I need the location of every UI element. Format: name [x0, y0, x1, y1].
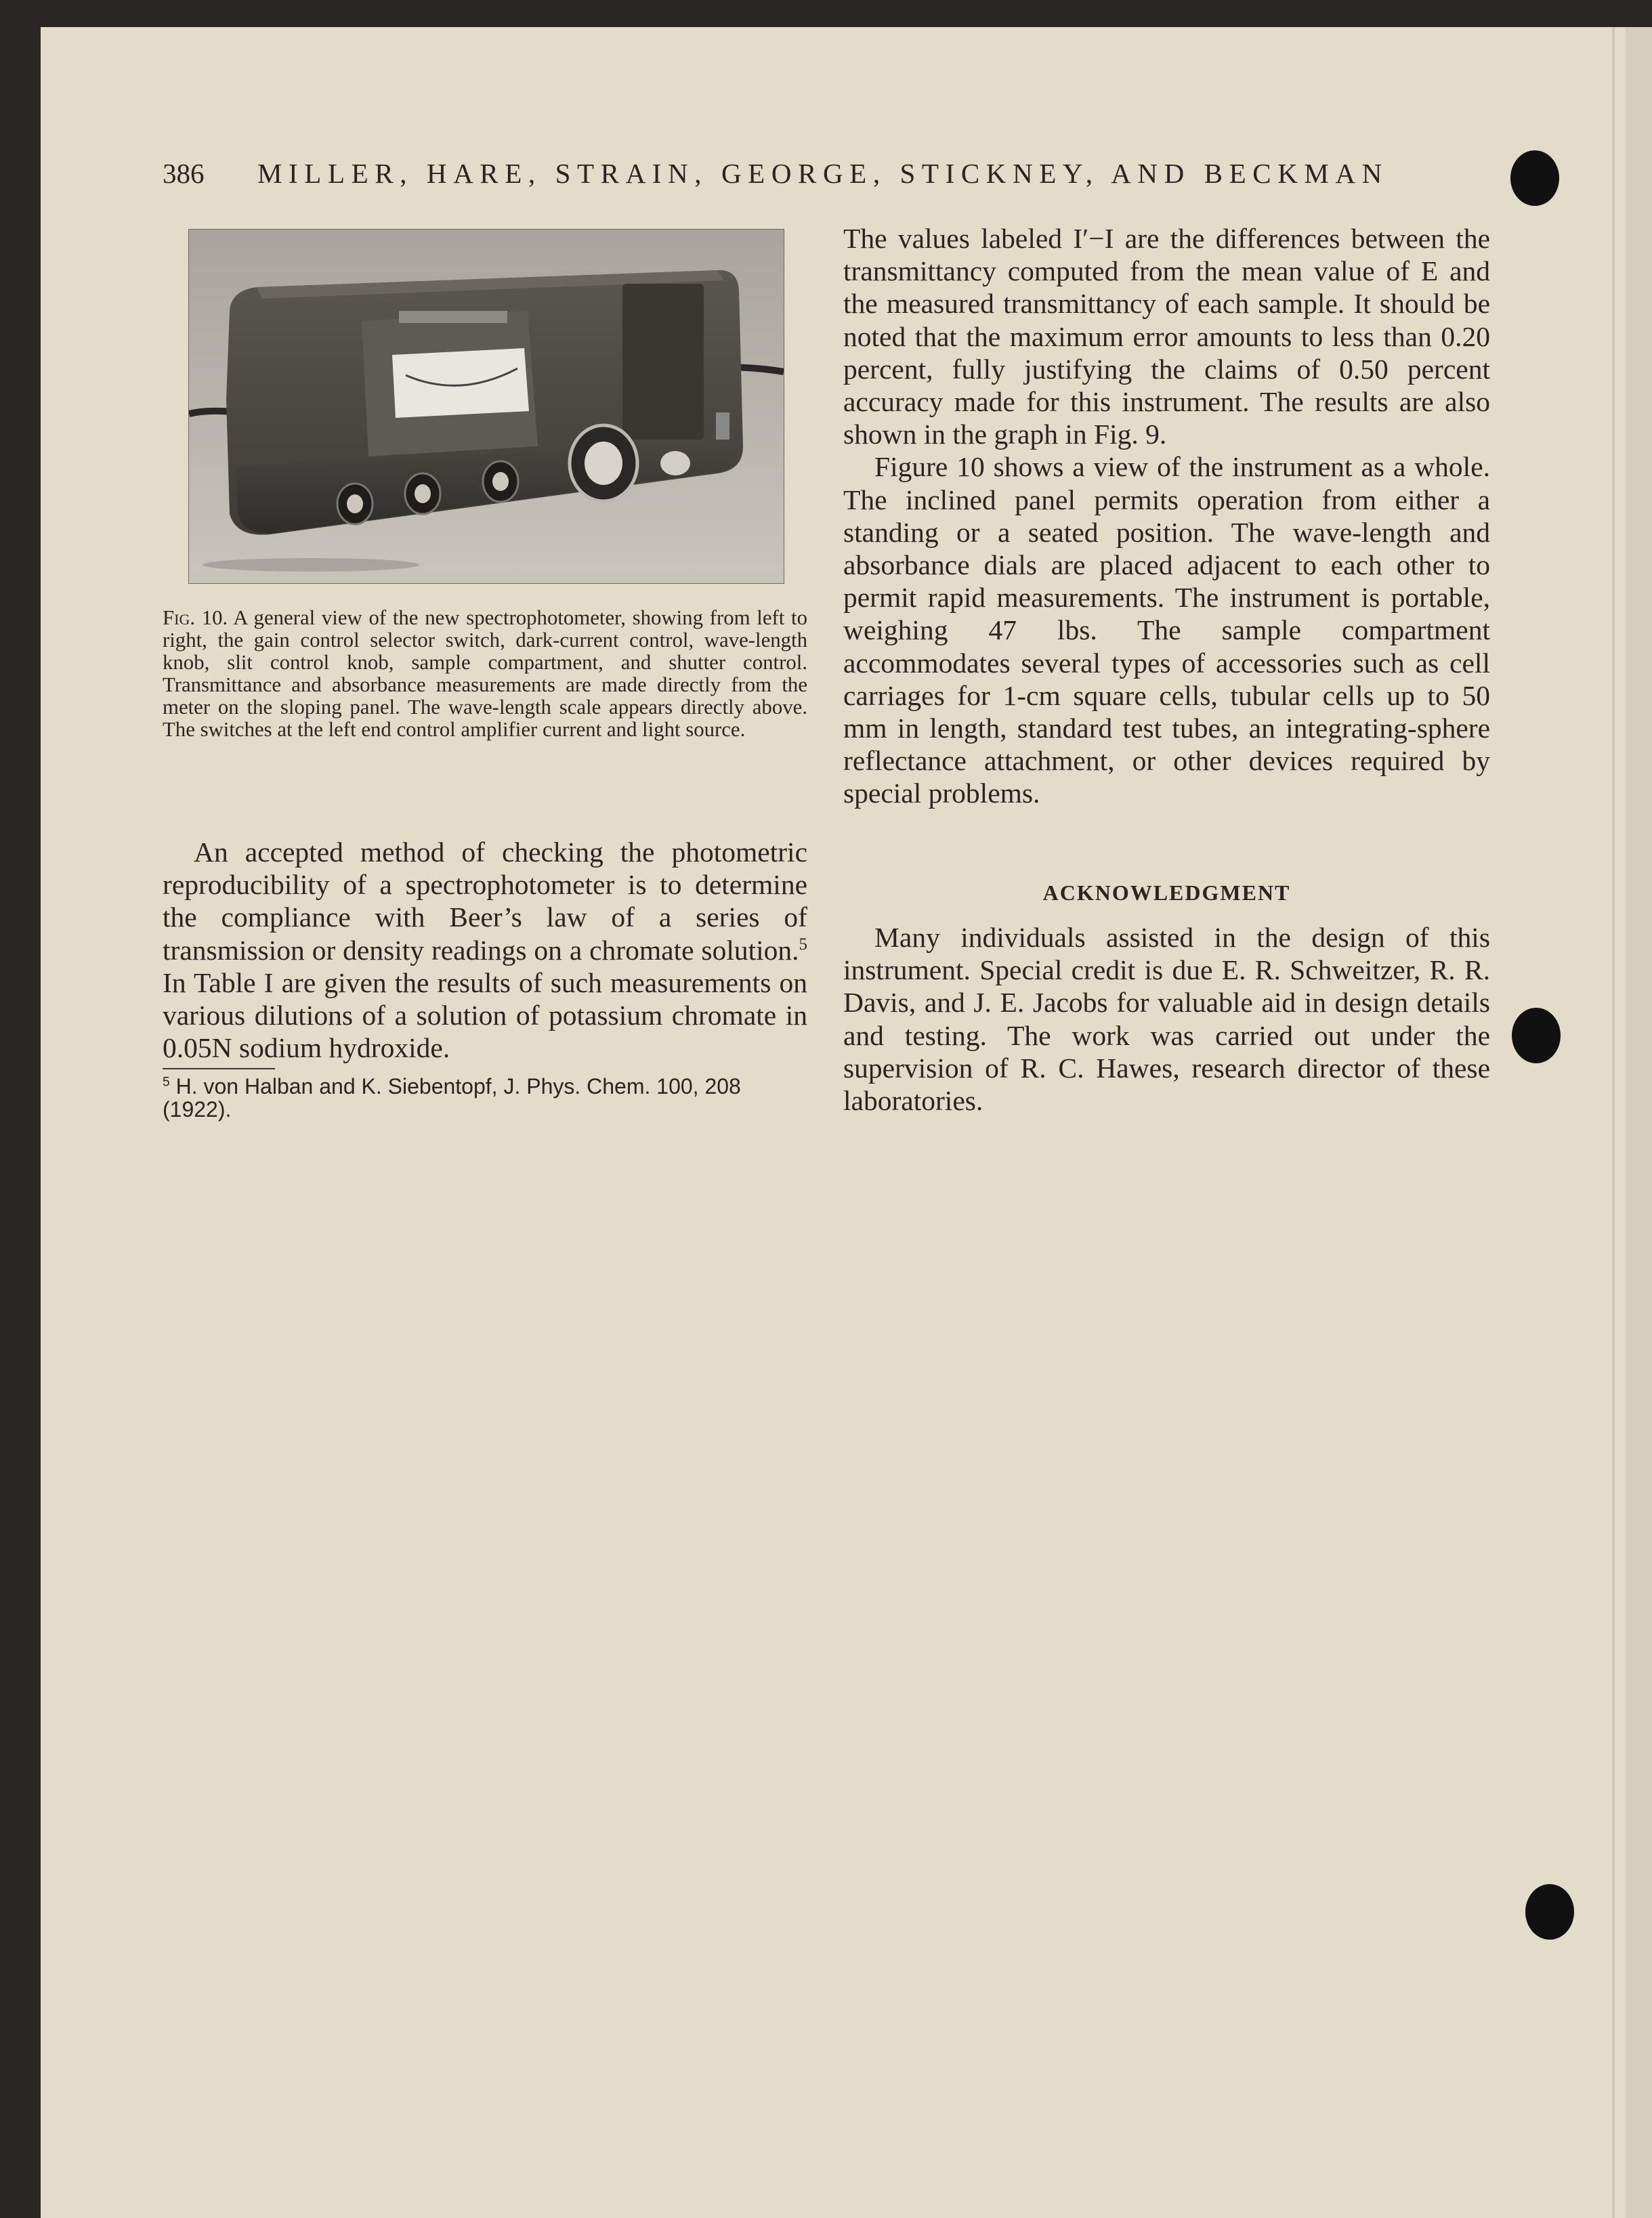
figure-label: Fig. 10.: [163, 606, 228, 629]
acknowledgment-text: Many individuals assisted in the design of this instrument. Special credit is due E. R. Schweitzer, R. R. Davis, and J. E. Jacobs for valuable aid in design details and testing. The work was carried out under the supervision of R. C. Hawes, research director of these laboratories.: [843, 922, 1490, 1117]
binder-hole-middle: [1512, 1008, 1561, 1063]
figure-10-caption: [163, 607, 807, 741]
right-column: [843, 222, 1490, 810]
acknowledgment-section: [843, 921, 1490, 1117]
page-gutter: [1612, 27, 1615, 2218]
left-paragraph-text: An accepted method of checking the photometric reproducibility of a spectrophotometer is to determine the compliance with Beer’s law of a series of transmission or density readings on a chromate solution.: [163, 836, 807, 966]
figure-caption-text: A general view of the new spectrophotometer, showing from left to right, the gain control selector switch, dark-current control, wave-length knob, slit control knob, sample compartment, and shutter control. Transmittance and absorbance measurements are made directly from the meter on the sloping panel. The wave-length scale appears directly above. The switches at the left end control amplifier current and light source.: [163, 606, 807, 741]
next-page-edge: [1626, 27, 1652, 2218]
footnote-rule: [163, 1068, 275, 1069]
right-paragraph-1: [843, 222, 1490, 450]
right-paragraph-2-text: Figure 10 shows a view of the instrument as a whole. The inclined panel permits operation from either a standing or a seated position. The wave-length and absorbance dials are placed adjacent to each other to permit rapid measurements. The instrument is portable, weighing 47 lbs. The sample compartment accommodates several types of accessories such as cell carriages for 1-cm square cells, tubular cells up to 50 mm in length, standard test tubes, an integrating-sphere reflectance attachment, or other devices required by special problems.: [843, 451, 1490, 809]
acknowledgment-paragraph: [843, 921, 1490, 1117]
left-column: [163, 836, 807, 1064]
right-paragraph-2: [843, 450, 1490, 809]
author-list: MILLER, HARE, STRAIN, GEORGE, STICKNEY, AND BECKMAN: [257, 158, 1389, 189]
page-number: 386: [163, 158, 205, 189]
spectrophotometer-illustration: [189, 230, 784, 583]
footnote-reference: 5: [799, 935, 807, 954]
footnote-text: H. von Halban and K. Siebentopf, J. Phys. Chem. 100, 208 (1922).: [163, 1074, 741, 1122]
left-paragraph: [163, 836, 807, 1064]
figure-10-photo: [188, 229, 784, 584]
footnote: [163, 1075, 807, 1121]
running-header: [163, 157, 1402, 195]
left-paragraph-continued: In Table I are given the results of such measurements on various dilutions of a solution of potassium chromate in 0.05N sodium hydroxide.: [163, 966, 807, 1064]
right-paragraph-1-text: The values labeled I′−I are the differences between the transmittancy computed from the mean value of E and the measured transmittancy of each sample. It should be noted that the maximum error amounts to less than 0.20 percent, fully justifying the claims of 0.50 percent accuracy made for this instrument. The results are also shown in the graph in Fig. 9.: [843, 223, 1490, 450]
binder-hole-bottom: [1525, 1884, 1574, 1940]
acknowledgment-heading: ACKNOWLEDGMENT: [1042, 880, 1291, 905]
binder-hole-top: [1510, 150, 1559, 206]
footnote-number: 5: [163, 1075, 170, 1090]
